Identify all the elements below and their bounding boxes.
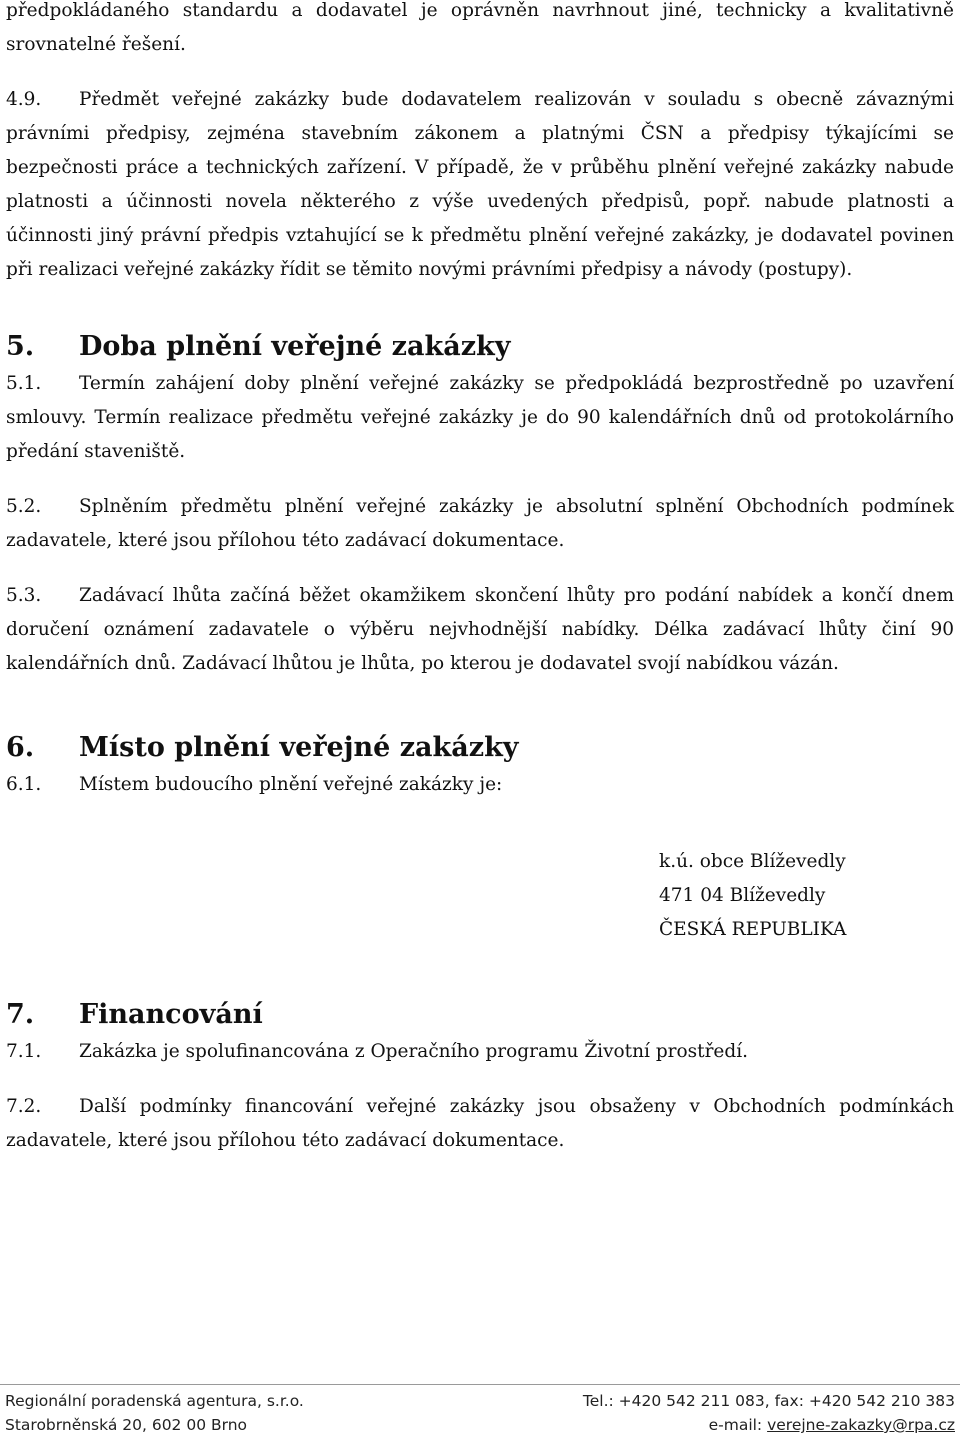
clause-text: Splněním předmětu plnění veřejné zakázky je absolutní splnění Obchodních podmínek zadavatele, které jsou přílohou této zadávací dokumentace. [6, 496, 954, 551]
section-number: 7. [6, 999, 35, 1030]
footer-contact-block [583, 1389, 955, 1437]
clause-number: 7.2. [6, 1096, 42, 1117]
intro-paragraph: předpokládaného standardu a dodavatel je oprávněn navrhnout jiné, technicky a kvalitativně srovnatelné řešení. [6, 0, 954, 55]
clause-number: 5.2. [6, 496, 42, 517]
footer-email-link[interactable]: verejne-zakazky@rpa.cz [767, 1416, 955, 1434]
section-number: 5. [6, 331, 35, 362]
footer-company-address: Starobrněnská 20, 602 00 Brno [5, 1416, 248, 1434]
place-of-performance-address [659, 845, 960, 947]
section-title: Místo plnění veřejné zakázky [79, 732, 519, 763]
footer-phone-fax: Tel.: +420 542 211 083, fax: +420 542 210 383 [582, 1392, 955, 1410]
clause-5-3 [0, 579, 960, 681]
page-footer [0, 1384, 960, 1439]
clause-text: Místem budoucího plnění veřejné zakázky je: [79, 774, 503, 795]
clause-7-1 [0, 1035, 960, 1069]
section-7-heading [0, 995, 960, 1035]
clause-text: Termín zahájení doby plnění veřejné zakázky se předpokládá bezprostředně po uzavření smlouvy. Termín realizace předmětu veřejné zakázky je do 90 kalendářních dnů od protokolárního předání staveniště. [6, 373, 954, 462]
clause-text: Zadávací lhůta začíná běžet okamžikem skončení lhůty pro podání nabídek a končí dnem doručení oznámení zadavatele o výběru nejvhodnější nabídky. Délka zadávací lhůty činí 90 kalendářních dnů. Zadávací lhůtou je lhůta, po kterou je dodavatel svojí nabídkou vázán. [6, 585, 954, 674]
address-line: 471 04 Blíževedly [659, 885, 826, 906]
clause-number: 7.1. [6, 1041, 42, 1062]
clause-text: Předmět veřejné zakázky bude dodavatelem realizován v souladu s obecně závaznými právními předpisy, zejména stavebním zákonem a platnými ČSN a předpisy týkajícími se bezpečnosti práce a technických zařízení. V případě, že v průběhu plnění veřejné zakázky nabude platnosti a účinnosti novela některého z výše uvedených předpisů, popř. nabude platnosti a účinnosti jiný právní předpis vztahující se k předmětu plnění veřejné zakázky, je dodavatel povinen při realizaci veřejné zakázky řídit se těmito novými právními předpisy a návody (postupy). [6, 89, 954, 280]
section-title: Financování [79, 999, 263, 1030]
clause-7-2 [0, 1090, 960, 1158]
section-6-heading [0, 728, 960, 768]
section-number: 6. [6, 732, 35, 763]
section-title: Doba plnění veřejné zakázky [79, 331, 511, 362]
address-line: k.ú. obce Blíževedly [659, 851, 846, 872]
clause-number: 5.3. [6, 585, 42, 606]
clause-text: Další podmínky financování veřejné zakázky jsou obsaženy v Obchodních podmínkách zadavatele, které jsou přílohou této zadávací dokumentace. [6, 1096, 954, 1151]
address-line: ČESKÁ REPUBLIKA [659, 919, 847, 940]
clause-number: 4.9. [6, 89, 42, 110]
footer-company-block [5, 1389, 304, 1437]
clause-text: Zakázka je spolufinancována z Operačního programu Životní prostředí. [79, 1041, 749, 1062]
footer-email-label: e-mail: [708, 1416, 768, 1434]
footer-email-line [583, 1413, 955, 1437]
clause-6-1 [0, 768, 960, 802]
clause-5-2 [0, 490, 960, 558]
clause-number: 6.1. [6, 774, 42, 795]
section-5-heading [0, 327, 960, 367]
clause-4-9 [0, 83, 960, 287]
clause-number: 5.1. [6, 373, 42, 394]
footer-company-name: Regionální poradenská agentura, s.r.o. [5, 1392, 304, 1410]
clause-5-1 [0, 367, 960, 469]
